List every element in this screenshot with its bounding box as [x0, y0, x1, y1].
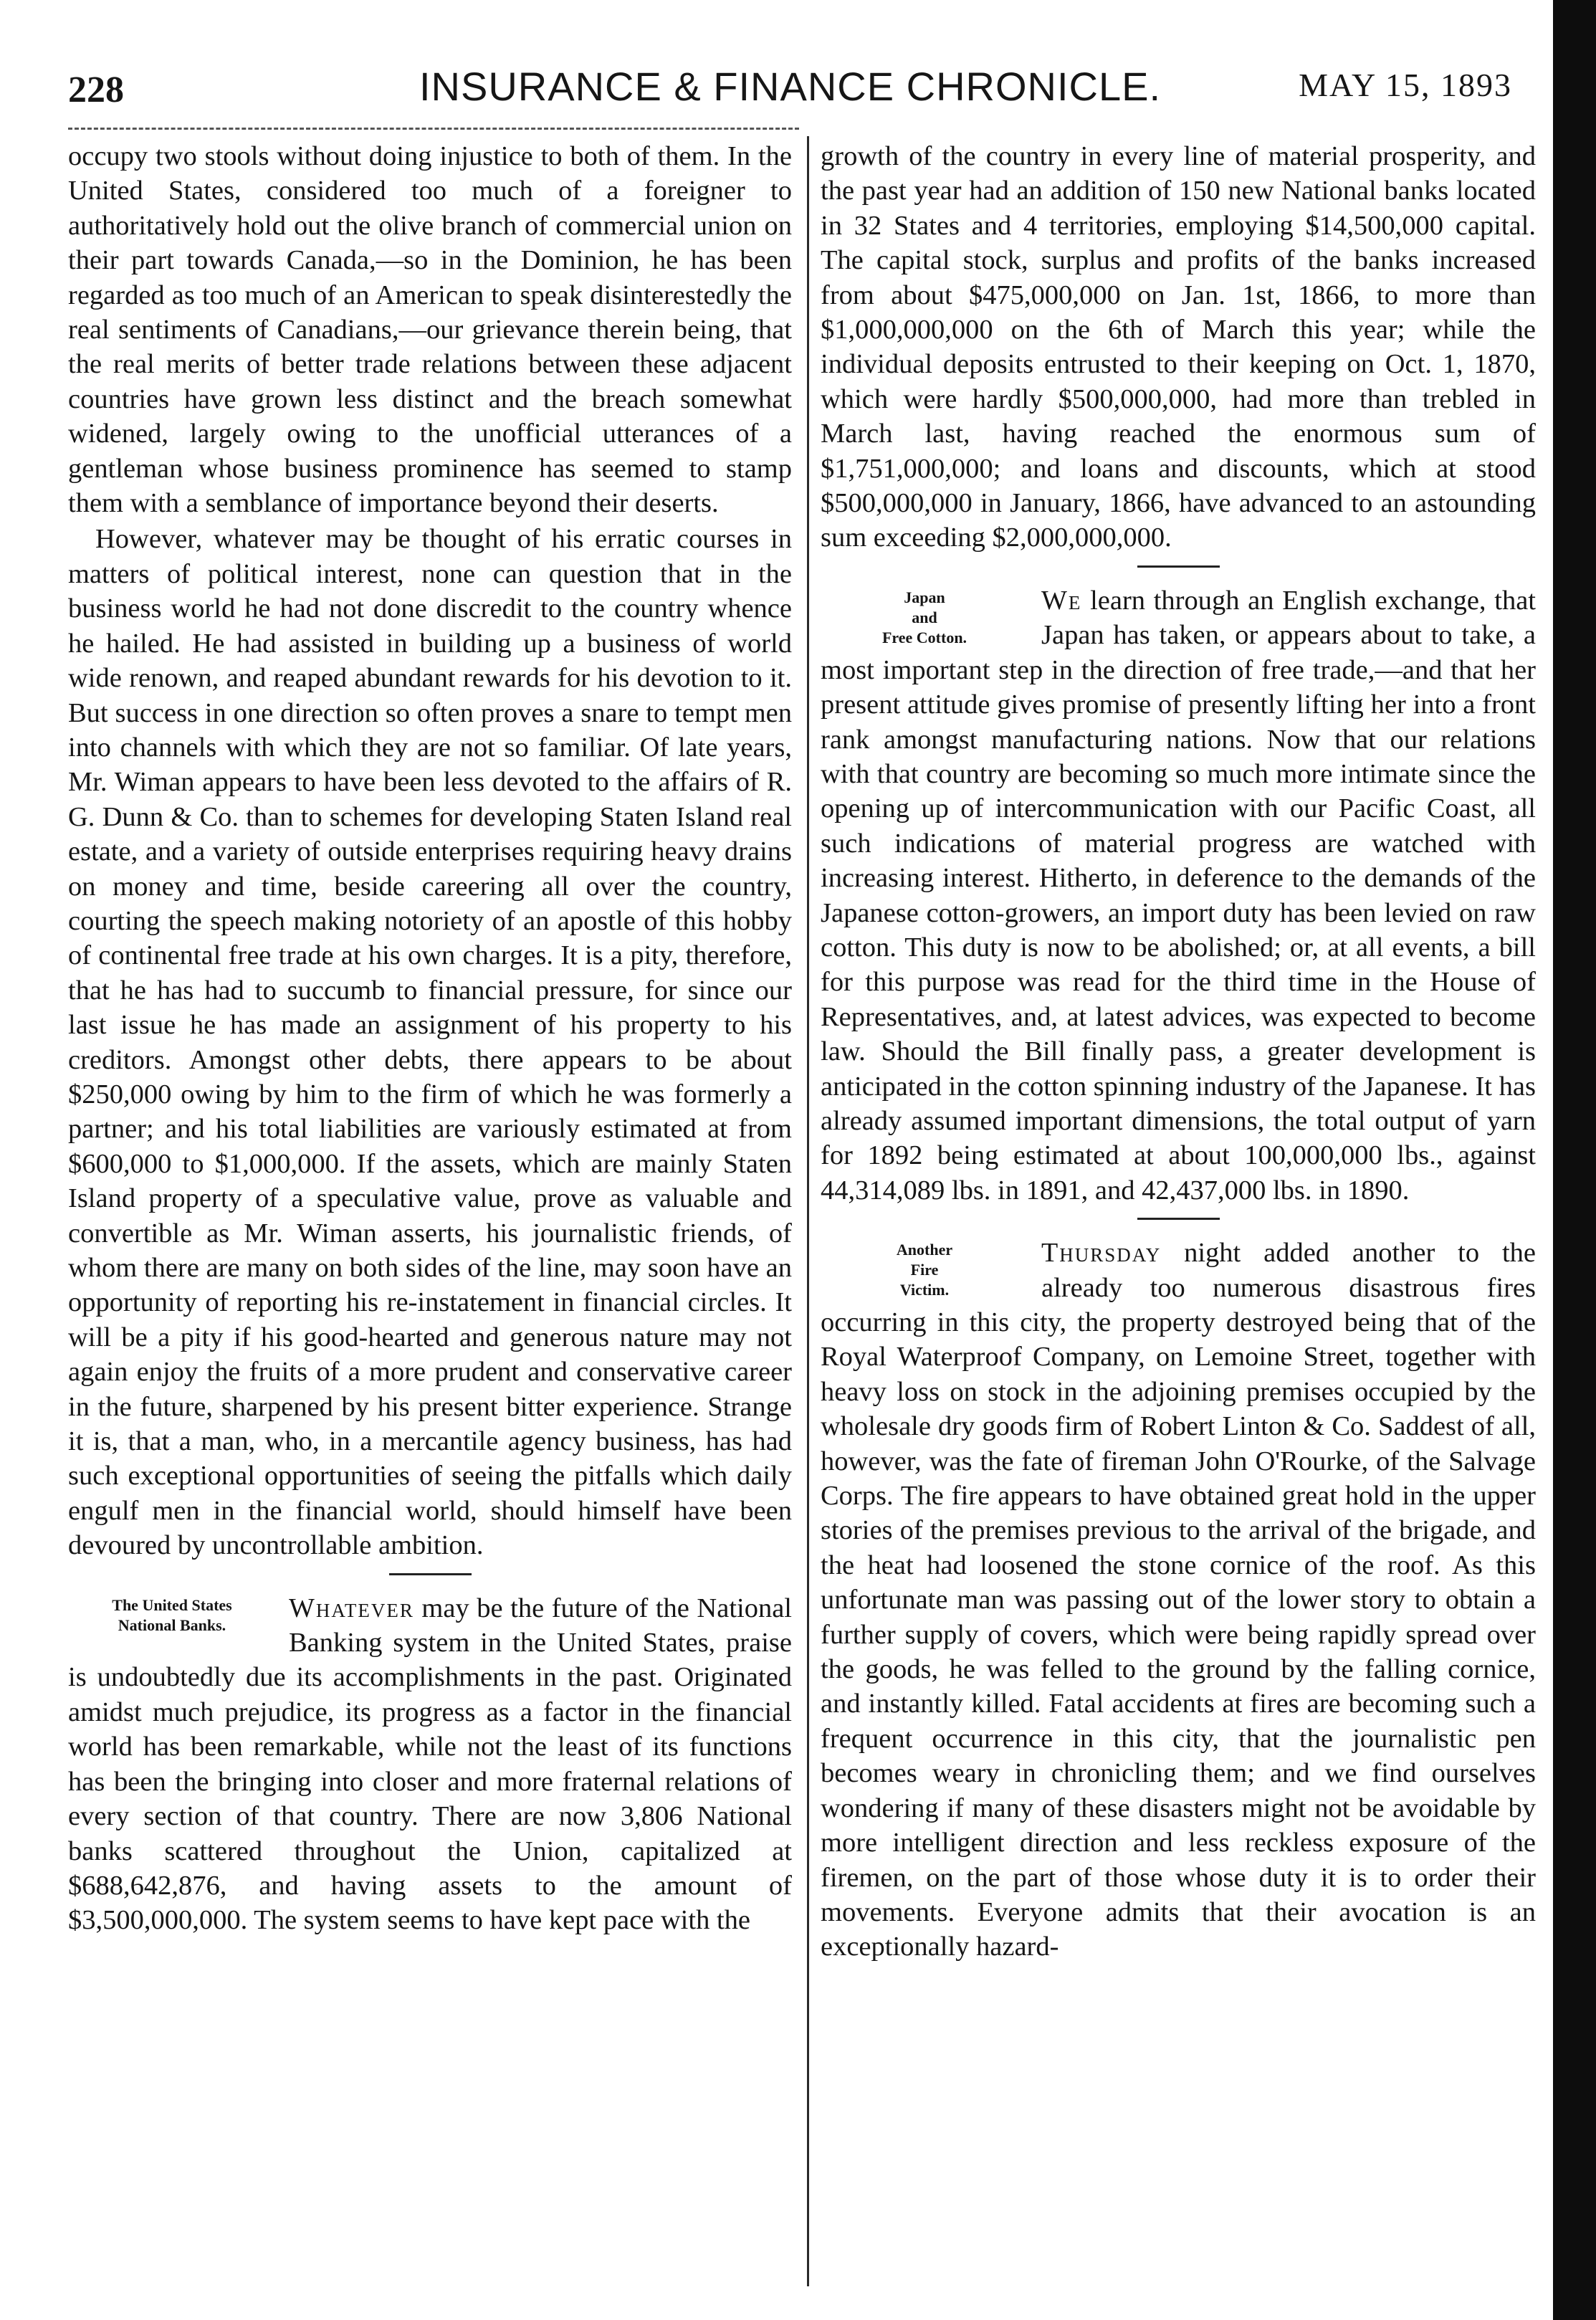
sidenote-line: National Banks. [118, 1615, 226, 1634]
sidenote-line: Japan [904, 588, 945, 606]
sidenote-line: Free Cotton. [881, 628, 967, 646]
right-column [812, 139, 1536, 1966]
japan-sidenote [821, 588, 1028, 648]
lead-word: Whatever [289, 1593, 414, 1623]
section-divider [389, 1573, 472, 1575]
article-text: learn through an English exchange, that Japan has taken, or appears about to take, a most important step in the direction of free trade,—and that her present attitude gives promise of presently lifting her into a front rank amongst manufacturing nations. Now that our relations with that country are becoming so much more intimate since the opening up of intercommunication with our Pacific Coast, all such indications of material progress are watched with increasing interest. Hitherto, in deference to the demands of the Japanese cotton-growers, an import duty has been levied on raw cotton. This duty is now to be abolished; or, at all events, a bill for this purpose was read for the third time in the House of Representatives, and, at latest advices, was expected to become law. Should the Bill finally pass, a greater development is anticipated in the cotton spinning industry of the Japanese. It has already assumed important dimensions, the total output of yarn for 1892 being estimated at about 100,000,000 lbs., against 44,314,089 lbs. in 1891, and 42,437,000 lbs. in 1890. [821, 585, 1536, 1206]
page-header [68, 56, 1512, 113]
page-number: 228 [68, 70, 124, 110]
journal-title: INSURANCE & FINANCE CHRONICLE. [419, 64, 1162, 109]
article-text: may be the future of the National Banking system in the United States, praise is undoubtedly due its accomplishments in the past. Originated amidst much prejudice, its progress as a factor in the financial world has been remarkable, while not the least of its functions has been the bringing into closer and more fraternal relations of every section of that country. There are now 3,806 National banks scattered throughout the Union, capitalized at $688,642,876, and having assets to the amount of $3,500,000,000. The system seems to have kept pace with the [68, 1593, 792, 1936]
sidenote-line: Fire [910, 1261, 939, 1279]
sidenote-line: Victim. [899, 1281, 950, 1299]
sidenote-line: The United States [112, 1595, 232, 1614]
wiman-article-paragraph-1: occupy two stools without doing injustice to both of them. In the United States, considered too much of a foreigner to authoritatively hold out the olive branch of commercial union on their part towards Canada,—so in the Dominion, he has been regarded as too much of an American to speak disinterestedly the real sentiments of Canadians,—our grievance therein being, that the real merits of better trade relations between these adjacent countries have grown less distinct and the breach somewhat widened, largely owing to the unofficial utterances of a gentleman whose business prominence has seemed to stamp them with a semblance of importance beyond their deserts. [68, 141, 792, 519]
article-text: night added another to the already too numerous disastrous fires occurring in this city, the property destroyed being that of the Royal Waterproof Company, on Lemoine Street, together with heavy loss on stock in the adjoining premises occupied by the wholesale dry goods firm of Robert Linton & Co. Saddest of all, however, was the fate of fireman John O'Rourke, of the Salvage Corps. The fire appears to have obtained great hold in the upper stories of the premises previous to the arrival of the brigade, and the heat had loosened the stone cornice of the roof. As this unfortunate man was passing out of the lower story to obtain a further supply of covers, which were being rapidly spread over the goods, he was felled to the ground by the falling cornice, and instantly killed. Fatal accidents at fires are becoming such a frequent occurrence in this city, that the journalistic pen becomes weary in chronicling them; and we find ourselves wondering if many of these disasters might not be avoidable by more intelligent direction and less reckless exposure of the firemen, on the part of those whose duty it is to order their movements. Everyone admits that their avocation is an exceptionally hazard- [821, 1238, 1536, 1962]
fire-victim-article [821, 1236, 1536, 1965]
national-banks-article [68, 1591, 792, 1938]
sidenote-line: Another [896, 1241, 953, 1259]
japan-free-cotton-article [821, 583, 1536, 1208]
banks-sidenote [68, 1595, 276, 1636]
section-divider [1137, 1218, 1220, 1220]
header-rule [68, 128, 799, 130]
issue-date: MAY 15, 1893 [1299, 67, 1512, 103]
column-divider [807, 136, 809, 2286]
lead-word: We [1041, 585, 1082, 616]
sidenote-line: and [912, 608, 937, 626]
fire-sidenote [821, 1240, 1028, 1300]
banks-article-continued: growth of the country in every line of material prosperity, and the past year had an addition of 150 new National banks located in 32 States and 4 territories, employing $14,500,000 capital. The capital stock, surplus and profits of the banks increased from about $475,000,000 on Jan. 1st, 1866, to more than $1,000,000,000 on the 6th of March this year; while the individual deposits entrusted to their keeping on Oct. 1, 1870, which were hardly $500,000,000, had more than trebled in March last, having reached the enormous sum of $1,751,000,000; and loans and discounts, which at stood $500,000,000 in January, 1866, have advanced to an astounding sum exceeding $2,000,000,000. [821, 141, 1536, 553]
page-edge-shadow [1553, 0, 1596, 2320]
wiman-article-paragraph-2: However, whatever may be thought of his erratic courses in matters of political interest, none can question that in the business world he had not done discredit to the country whence he hailed. He had assisted in building up a business of world wide renown, and reaped abundant rewards for his devotion to it. But success in one direction so often proves a snare to tempt men into channels with which they are not so familiar. Of late years, Mr. Wiman appears to have been less devoted to the affairs of R. G. Dunn & Co. than to schemes for developing Staten Island real estate, and a variety of outside enterprises requiring heavy drains on money and time, beside careering all over the country, courting the speech making notoriety of an apostle of this hobby of continental free trade at his own charges. It is a pity, therefore, that he has had to succumb to financial pressure, for since our last issue he has made an assignment of his property to his creditors. Amongst other debts, there appears to be about $250,000 owing by him to the firm of which he was formerly a partner; and his total liabilities are variously estimated at from $600,000 to $1,000,000. If the assets, which are mainly Staten Island property of a speculative value, prove as valuable and convertible as Mr. Wiman asserts, his journalistic friends, of whom there are many on both sides of the line, may soon have an opportunity of reporting his re-instatement in financial circles. It will be a pity if his good-hearted and generous nature may not again enjoy the fruits of a more prudent and conservative career in the future, sharpened by his present bitter experience. Strange it is, that a man, who, in a mercantile agency business, has had such exceptional opportunities of seeing the pitfalls which daily engulf men in the financial world, should himself have been devoured by uncontrollable ambition. [68, 524, 792, 1561]
section-divider [1137, 565, 1220, 568]
lead-word: Thursday [1041, 1238, 1162, 1269]
left-column [68, 139, 792, 1939]
